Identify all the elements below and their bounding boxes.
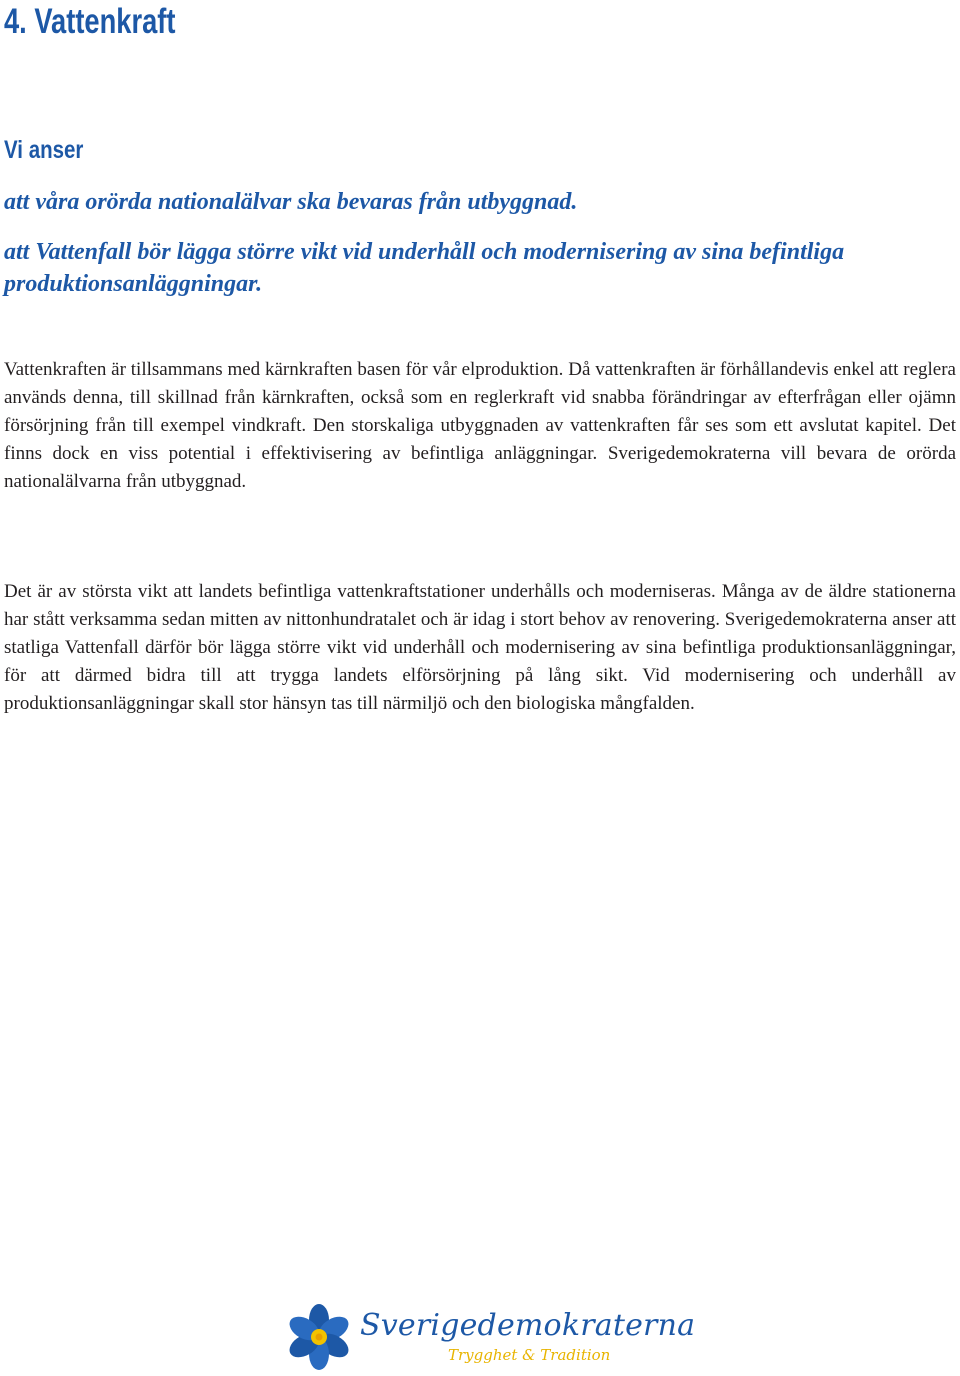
position-statement: att Vattenfall bör lägga större vikt vid underhåll och modernisering av sina befintliga produktionsanläggningar. — [4, 239, 845, 297]
party-logo — [286, 1300, 696, 1376]
position-statement: att våra orörda nationalälvar ska bevaras från utbyggnad. — [4, 189, 578, 215]
positions-list — [4, 186, 954, 318]
body-paragraph: Vattenkraften är tillsammans med kärnkraften basen för vår elproduktion. Då vattenkraften är förhållandevis enkel att reglera används denna, till skillnad från kärnkraften, också som en reglerkraft vid snabba förändringar av efterfrågan eller ojämn försörjning från till exempel vindkraft. Den storskaliga utbyggnaden av vattenkraften får ses som ett avslutat kapitel. Det finns dock en viss potential i effektivisering av befintliga anläggningar. Sverigedemokraterna vill bevara de orörda nationalälvarna från utbyggnad. — [4, 359, 956, 492]
section-heading: 4. Vattenkraft — [4, 2, 176, 41]
blue-anemone-flower-icon — [286, 1304, 352, 1370]
logo-tagline: Trygghet & Tradition — [448, 1346, 611, 1364]
logo-wordmark: Sverigedemokraterna — [360, 1308, 696, 1343]
subheading: Vi anser — [4, 136, 84, 164]
body-paragraph: Det är av största vikt att landets befintliga vattenkraftstationer underhålls och moderniseras. Många av de äldre stationerna har stått verksamma sedan mitten av nittonhundratalet och är idag i stort behov av renovering. Sverigedemokraterna anser att statliga Vattenfall därför bör lägga större vikt vid underhåll och modernisering av sina befintliga produktionsanläggningar, för att därmed bidra till att trygga landets elförsörjning på lång sikt. Vid modernisering och underhåll av produktionsanläggningar skall stor hänsyn tas till närmiljö och den biologiska mångfalden. — [4, 581, 956, 714]
